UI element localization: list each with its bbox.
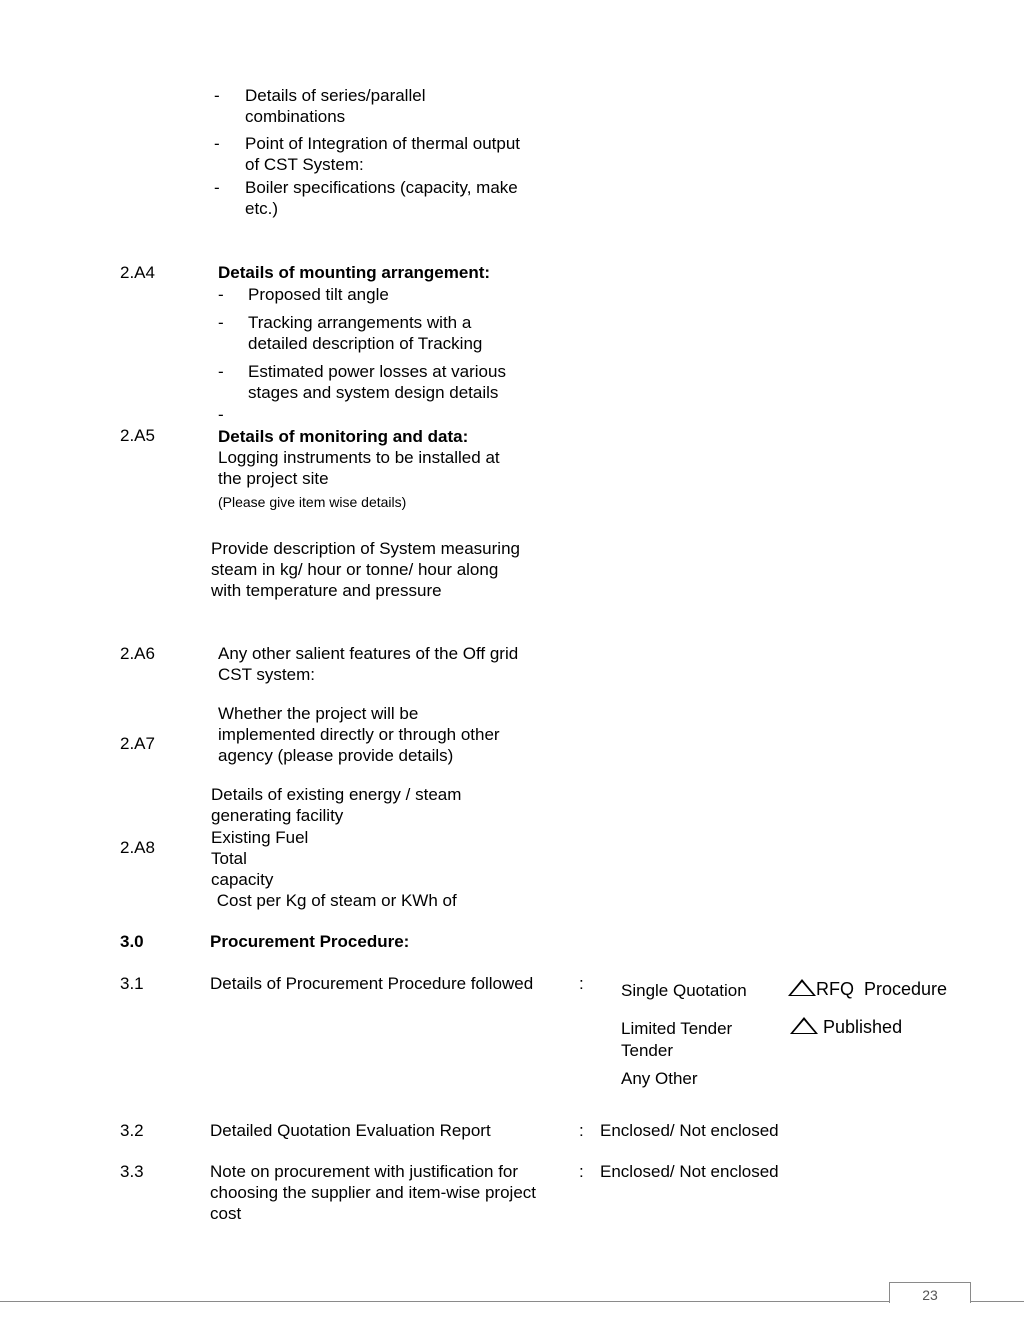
evaluation-report-label: Detailed Quotation Evaluation Report	[210, 1121, 491, 1140]
colon: :	[579, 1121, 584, 1140]
dash-marker: -	[218, 285, 224, 304]
a6-line-1: Any other salient features of the Off grid	[218, 644, 519, 663]
procurement-note-line-1: Note on procurement with justification for	[210, 1162, 519, 1181]
dash-marker: -	[218, 313, 224, 332]
a4-item-2-line2: detailed description of Tracking	[248, 334, 483, 353]
a8-line-4: Total	[211, 849, 247, 868]
a6-line-2: CST system:	[218, 665, 315, 684]
a5-desc-3: with temperature and pressure	[211, 581, 442, 600]
option-any-other: Any Other	[621, 1069, 698, 1088]
option-rfq-label: RFQ	[816, 979, 854, 999]
section-number-2a6: 2.A6	[120, 644, 155, 663]
option-rfq-procedure	[788, 979, 854, 1000]
section-number-2a7: 2.A7	[120, 734, 155, 753]
intro-item-1-line1: Details of series/parallel	[245, 86, 426, 105]
a5-desc-1: Provide description of System measuring	[211, 539, 520, 558]
a7-line-1: Whether the project will be	[218, 704, 419, 723]
dash-marker: -	[218, 362, 224, 381]
intro-item-2-line2: of CST System:	[245, 155, 364, 174]
procurement-note-line-2: choosing the supplier and item-wise project	[210, 1183, 537, 1202]
a7-line-3: agency (please provide details)	[218, 746, 454, 765]
option-tender-label: Tender	[621, 1041, 673, 1060]
section-number-2a5: 2.A5	[120, 426, 155, 445]
intro-item-2-line1: Point of Integration of thermal output	[245, 134, 521, 153]
colon: :	[579, 1162, 584, 1181]
section-number-2a8: 2.A8	[120, 838, 155, 857]
section-number-3-2: 3.2	[120, 1121, 144, 1140]
a8-line-5: capacity	[211, 870, 274, 889]
page-number: 23	[889, 1282, 971, 1303]
a4-item-2-line1: Tracking arrangements with a	[248, 313, 472, 332]
section-number-2a4: 2.A4	[120, 263, 155, 282]
option-limited-tender: Limited Tender	[621, 1019, 733, 1038]
option-published-label: Published	[823, 1017, 903, 1037]
a7-line-2: implemented directly or through other	[218, 725, 500, 744]
intro-item-3-line1: Boiler specifications (capacity, make	[245, 178, 518, 197]
section-number-3-0: 3.0	[120, 932, 144, 951]
a8-line-3: Existing Fuel	[211, 828, 309, 847]
procurement-note-value: Enclosed/ Not enclosed	[600, 1162, 779, 1181]
dash-marker: -	[218, 405, 224, 424]
section-title-2a4: Details of mounting arrangement:	[218, 263, 491, 282]
option-procedure-label: Procedure	[864, 979, 948, 999]
a8-line-6: Cost per Kg of steam or KWh of	[212, 891, 457, 910]
footer-divider	[0, 1301, 1024, 1302]
a4-item-3-line2: stages and system design details	[248, 383, 499, 402]
dash-marker: -	[214, 178, 220, 197]
dash-marker: -	[214, 134, 220, 153]
a8-line-2: generating facility	[211, 806, 344, 825]
option-published-tender	[790, 1017, 902, 1038]
a8-line-1: Details of existing energy / steam	[211, 785, 462, 804]
colon: :	[579, 974, 584, 993]
procurement-note-line-3: cost	[210, 1204, 242, 1223]
section-title-2a5: Details of monitoring and data:	[218, 427, 469, 446]
triangle-icon	[790, 1017, 818, 1034]
evaluation-report-value: Enclosed/ Not enclosed	[600, 1121, 779, 1140]
a5-line-1: Logging instruments to be installed at	[218, 448, 500, 467]
section-number-3-1: 3.1	[120, 974, 144, 993]
intro-item-1-line2: combinations	[245, 107, 346, 126]
option-single-quotation: Single Quotation	[621, 981, 747, 1000]
a4-item-3-line1: Estimated power losses at various	[248, 362, 506, 381]
a5-note: (Please give item wise details)	[218, 494, 407, 510]
a5-line-2: the project site	[218, 469, 329, 488]
a5-desc-2: steam in kg/ hour or tonne/ hour along	[211, 560, 499, 579]
dash-marker: -	[214, 86, 220, 105]
intro-item-3-line2: etc.)	[245, 199, 279, 218]
triangle-icon	[788, 979, 816, 996]
section-number-3-3: 3.3	[120, 1162, 144, 1181]
procurement-procedure-label: Details of Procurement Procedure followed	[210, 974, 534, 993]
a4-item-1: Proposed tilt angle	[248, 285, 389, 304]
section-title-3-0: Procurement Procedure:	[210, 932, 410, 951]
